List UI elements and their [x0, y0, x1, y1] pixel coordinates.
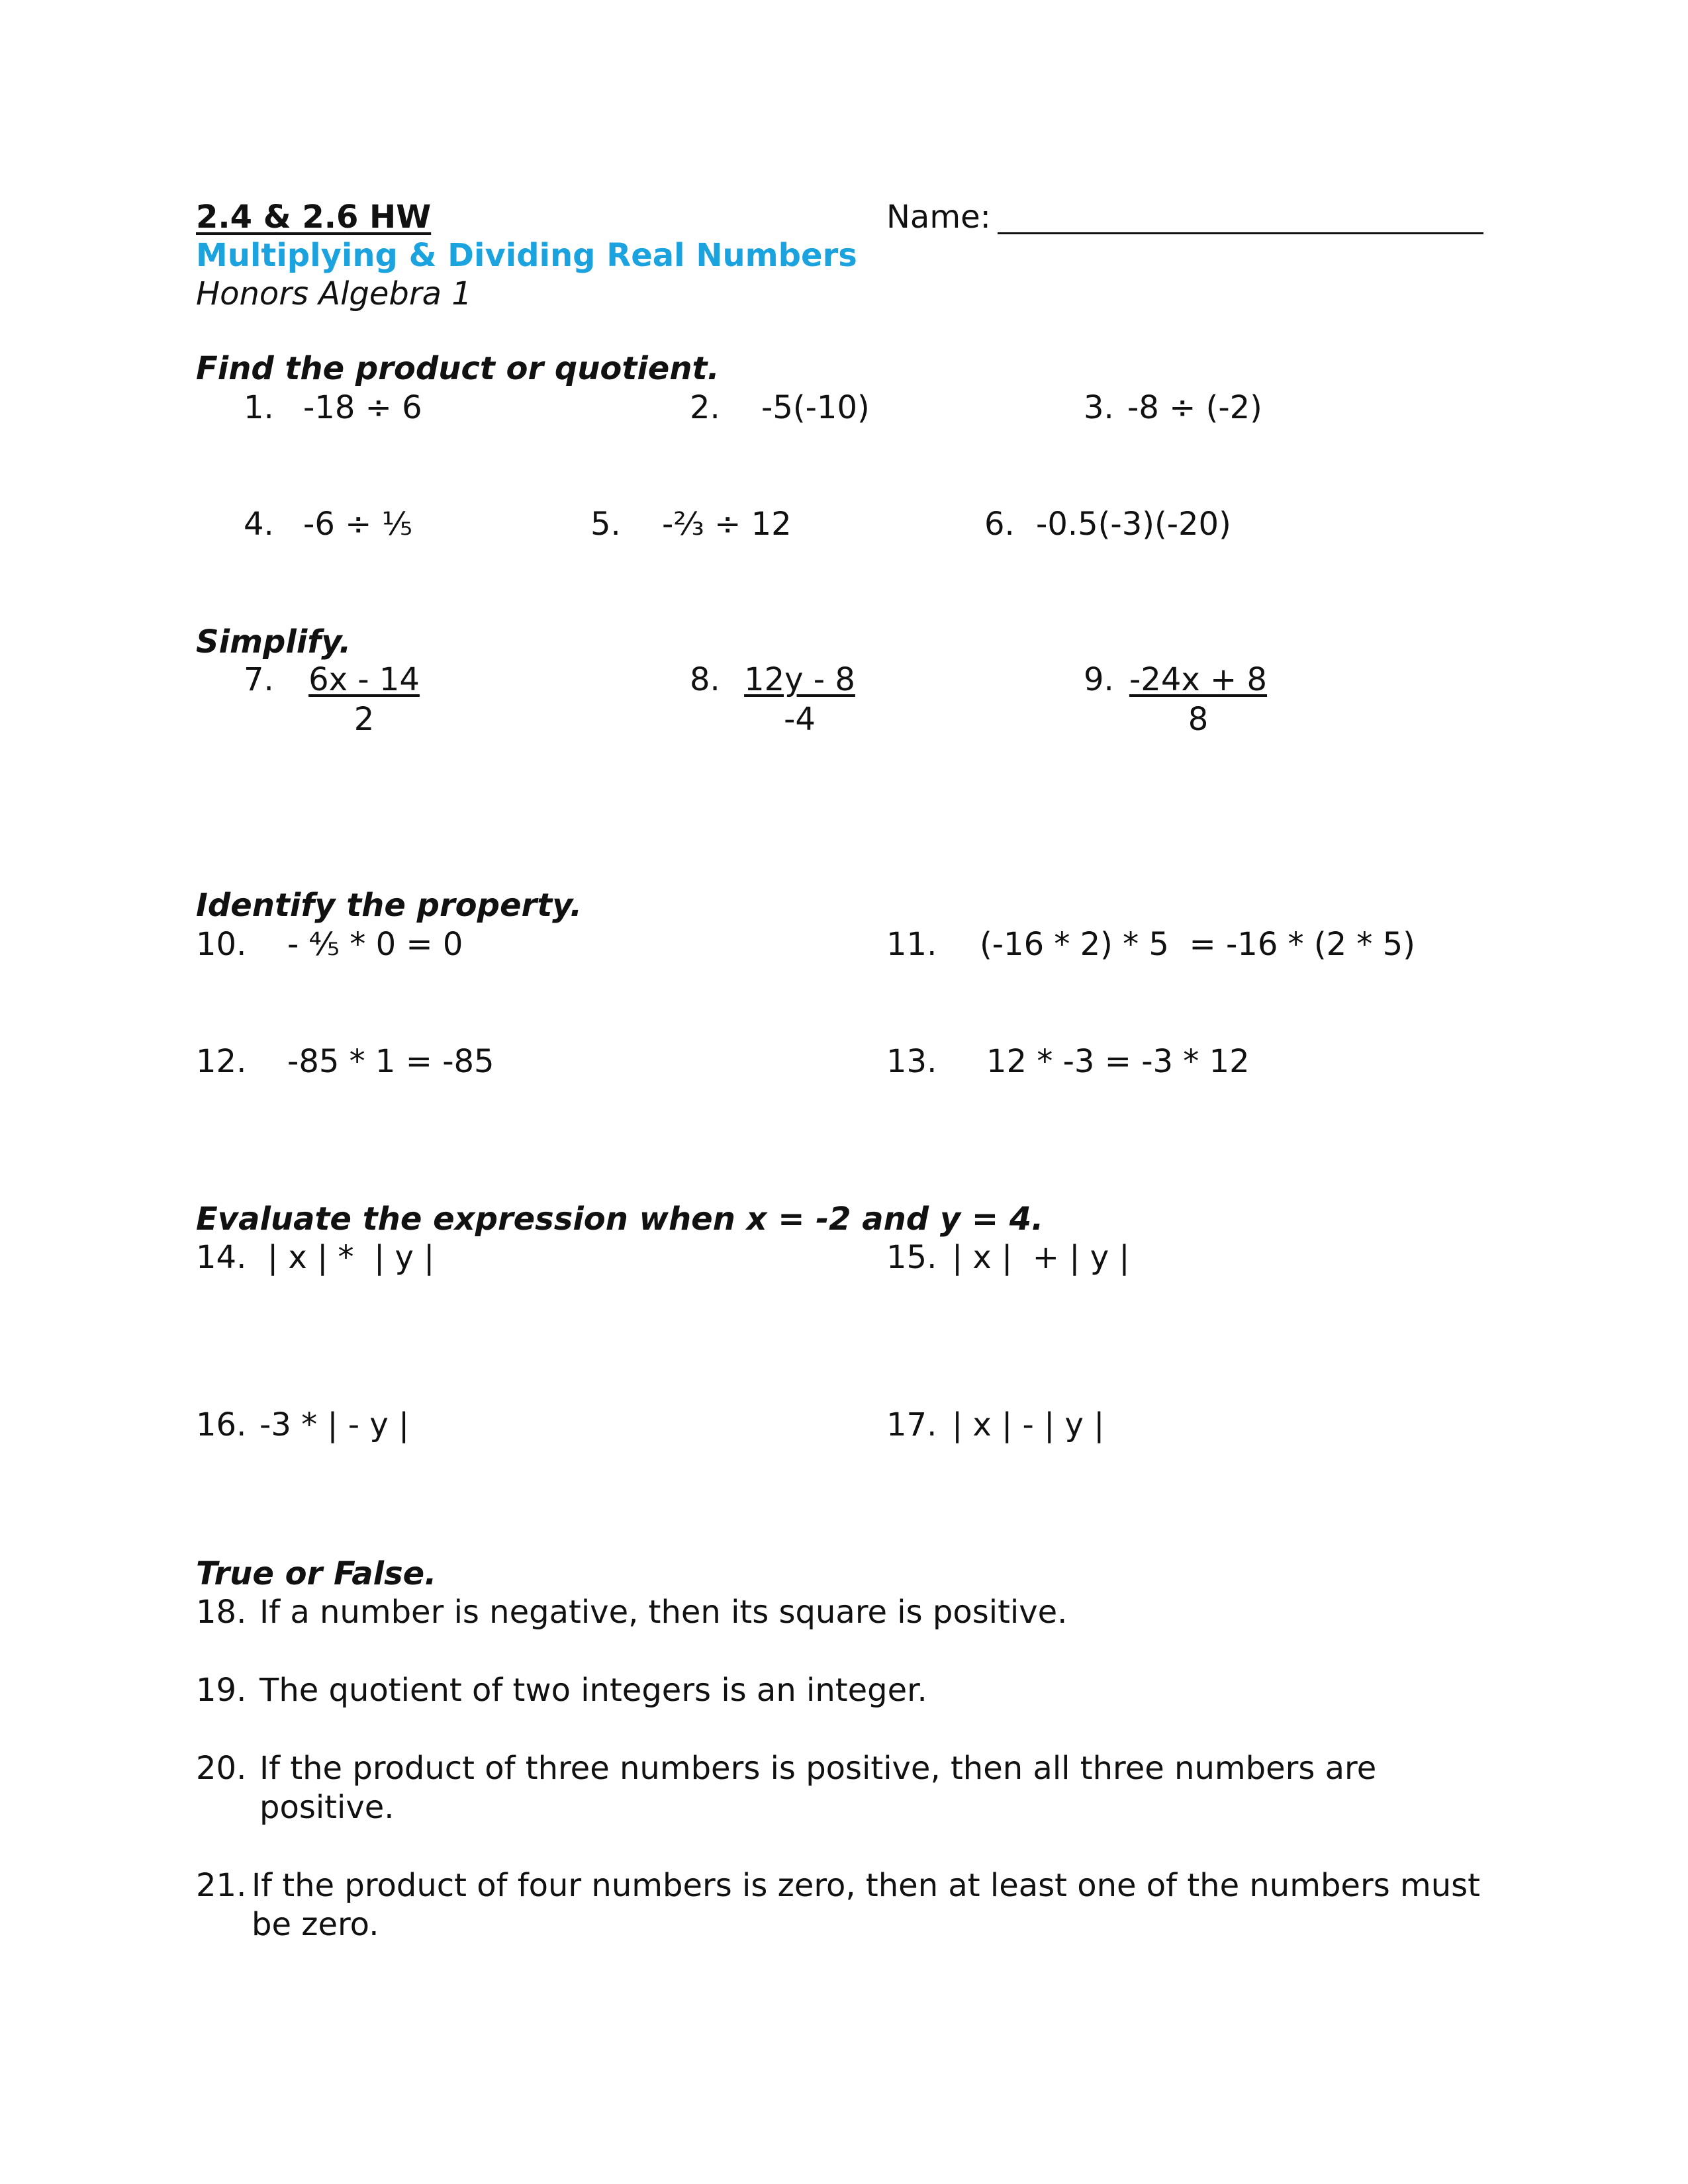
statement-text: If the product of three numbers is positive, then all three numbers are — [259, 1750, 1377, 1787]
problem-number: 9. — [1084, 661, 1114, 698]
section-heading-truefalse: True or False. — [196, 1555, 437, 1592]
problem-number: 13. — [886, 1043, 937, 1080]
problem-expression: -8 ÷ (-2) — [1127, 389, 1262, 426]
problem-expression: | x | + | y | — [952, 1239, 1130, 1276]
problem-expression: 12 * -3 = -3 * 12 — [986, 1043, 1250, 1080]
problem-expression: -3 * | - y | — [259, 1406, 410, 1443]
problem-number: 19. — [196, 1672, 247, 1709]
problem-number: 8. — [690, 661, 720, 698]
fraction-denominator: -4 — [784, 701, 816, 738]
section-heading-property: Identify the property. — [196, 887, 583, 924]
problem-number: 1. — [244, 389, 274, 426]
problem-number: 5. — [590, 506, 621, 543]
problem-number: 11. — [886, 926, 937, 963]
problem-number: 17. — [886, 1406, 937, 1443]
statement-text-continued: positive. — [259, 1789, 395, 1826]
fraction-denominator: 2 — [353, 701, 375, 738]
fraction-numerator: 6x - 14 — [308, 661, 420, 698]
problem-expression: (-16 * 2) * 5 = -16 * (2 * 5) — [980, 926, 1415, 963]
problem-number: 21. — [196, 1867, 247, 1904]
fraction — [1119, 660, 1278, 739]
problem-number: 6. — [984, 506, 1015, 543]
problem-expression: -5(-10) — [761, 389, 870, 426]
fraction — [291, 660, 437, 739]
problem-number: 16. — [196, 1406, 247, 1443]
worksheet-title: 2.4 & 2.6 HW — [196, 199, 432, 236]
problem-expression: -⅔ ÷ 12 — [662, 506, 792, 543]
problem-number: 18. — [196, 1594, 247, 1631]
statement-text: If a number is negative, then its square is positive. — [259, 1594, 1068, 1631]
fraction-numerator: -24x + 8 — [1129, 661, 1268, 698]
problem-expression: -6 ÷ ⅕ — [303, 506, 413, 543]
statement-text: If the product of four numbers is zero, then at least one of the numbers must — [252, 1867, 1480, 1904]
section-heading-evaluate: Evaluate the expression when x = -2 and y = 4. — [196, 1201, 1044, 1238]
section-heading-product: Find the product or quotient. — [196, 350, 720, 387]
problem-number: 2. — [690, 389, 720, 426]
problem-expression: | x | * | y | — [267, 1239, 435, 1276]
problem-expression: | x | - | y | — [952, 1406, 1105, 1443]
problem-number: 12. — [196, 1043, 247, 1080]
statement-text-continued: be zero. — [252, 1906, 379, 1943]
problem-number: 20. — [196, 1750, 247, 1787]
course-name: Honors Algebra 1 — [196, 275, 472, 312]
problem-number: 14. — [196, 1239, 247, 1276]
problem-expression: - ⅘ * 0 = 0 — [287, 926, 463, 963]
statement-text: The quotient of two integers is an integer. — [259, 1672, 927, 1709]
problem-number: 7. — [244, 661, 274, 698]
problem-expression: -0.5(-3)(-20) — [1036, 506, 1231, 543]
section-heading-simplify: Simplify. — [196, 623, 352, 660]
name-label: Name: — [886, 199, 991, 236]
problem-number: 4. — [244, 506, 274, 543]
problem-number: 15. — [886, 1239, 937, 1276]
problem-number: 10. — [196, 926, 247, 963]
fraction-numerator: 12y - 8 — [744, 661, 855, 698]
problem-number: 3. — [1084, 389, 1114, 426]
name-blank-line[interactable] — [998, 232, 1483, 234]
fraction — [727, 660, 872, 739]
worksheet-subtitle: Multiplying & Dividing Real Numbers — [196, 237, 857, 274]
fraction-denominator: 8 — [1188, 701, 1209, 738]
problem-expression: -85 * 1 = -85 — [287, 1043, 494, 1080]
problem-expression: -18 ÷ 6 — [303, 389, 422, 426]
